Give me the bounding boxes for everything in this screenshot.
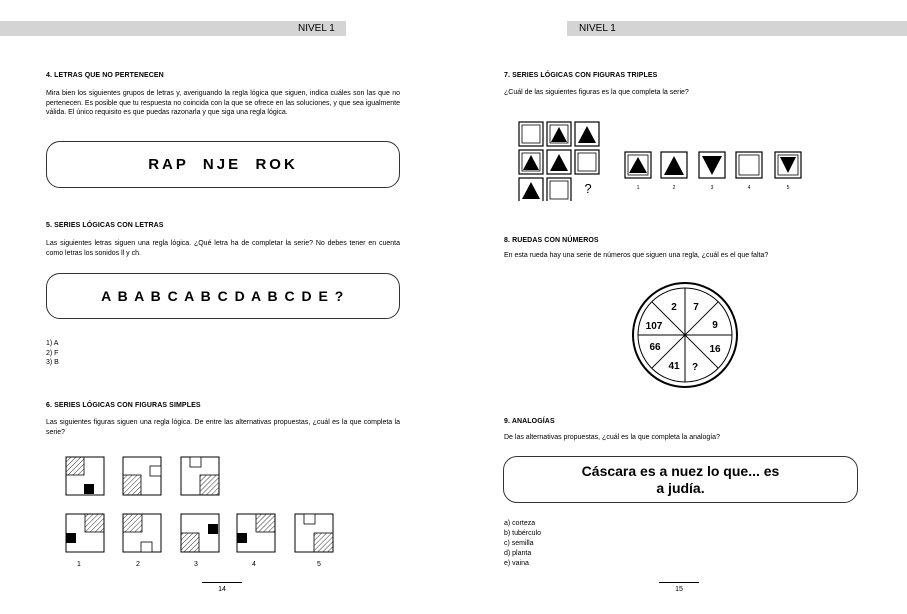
section-9-text: De las alternativas propuestas, ¿cuál es la que completa la analogía? <box>504 434 720 441</box>
section-5-options <box>46 339 59 368</box>
wheel-number: 41 <box>668 361 680 372</box>
option: c) semilla <box>504 540 534 547</box>
wheel-number: 66 <box>649 342 661 353</box>
option: 3) B <box>46 359 59 367</box>
section-9-options <box>504 519 541 569</box>
option: 2) F <box>46 349 59 357</box>
grid-cell-triangle <box>519 178 543 201</box>
level-header-right <box>567 21 907 36</box>
section-7-text: ¿Cuál de las siguientes figuras es la que completa la serie? <box>504 89 689 96</box>
section-4-text: Mira bien los siguientes grupos de letras y, averiguando la regla lógica que siguen, indica cuáles son las que no pertenecen. Es posible que tu respuesta no coincida con la que se ofrece en las soluciones, y que sea igualmente válida. El único requisito es que puedas razonarla y que siga una regla lógica. <box>46 90 400 117</box>
option: a) corteza <box>504 520 536 527</box>
page-number-left: 14 <box>202 582 242 593</box>
section-4-title: 4. LETRAS QUE NO PERTENECEN <box>46 72 164 79</box>
section-8-title: 8. RUEDAS CON NÚMEROS <box>504 237 599 244</box>
level-label: NIVEL 1 <box>298 23 335 34</box>
triple-option-5 <box>775 152 801 178</box>
alternative-figure-2 <box>123 514 161 552</box>
triple-option-label-1: 1 <box>636 185 640 191</box>
series-figure-3 <box>181 457 219 495</box>
option: e) vaina <box>504 560 529 567</box>
alternative-label-1: 1 <box>77 561 81 568</box>
alternative-label-2: 2 <box>136 561 140 568</box>
grid-cell-empty <box>575 150 599 174</box>
analogy-line-1: Cáscara es a nuez lo que... es <box>581 462 780 479</box>
series-box <box>46 273 400 319</box>
analogy-line-2: a judía. <box>656 479 705 496</box>
section-6-text: Las siguientes figuras siguen una regla lógica. De entre las alternativas propuestas, ¿cuál es la que completa la serie? <box>46 419 400 436</box>
triple-option-label-5: 5 <box>786 185 790 191</box>
page-number-right: 15 <box>659 582 699 593</box>
triple-option-3 <box>699 152 725 178</box>
triple-option-label-2: 2 <box>672 185 676 191</box>
wheel-number: 107 <box>645 321 663 332</box>
grid-cell-triangle <box>547 122 571 146</box>
grid-cell-triangle <box>547 150 571 174</box>
triple-figures-diagram <box>518 121 818 201</box>
alternative-label-3: 3 <box>194 561 198 568</box>
wheel-number: 7 <box>693 302 699 313</box>
series-figure-1 <box>66 457 104 495</box>
triple-option-4 <box>736 152 762 178</box>
alternative-figure-1 <box>66 514 104 552</box>
grid-cell-triangle <box>575 122 599 146</box>
option: d) planta <box>504 550 532 557</box>
simple-figures-diagram <box>55 448 355 573</box>
triple-option-1 <box>625 152 651 178</box>
left-page <box>0 0 453 614</box>
wheel-number: 16 <box>709 344 721 355</box>
grid-cell-empty <box>547 178 571 201</box>
alternative-label-4: 4 <box>252 561 256 568</box>
option: 1) A <box>46 340 59 347</box>
grid-cell-empty <box>519 122 543 146</box>
grid-question-mark: ? <box>584 181 592 196</box>
section-8-text: En esta rueda hay una serie de números que siguen una regla, ¿cuál es el que falta? <box>504 252 769 259</box>
alternative-figure-4 <box>237 514 275 552</box>
level-label: NIVEL 1 <box>579 23 616 34</box>
alternative-figure-5 <box>295 514 333 552</box>
section-5-text: Las siguientes letras siguen una regla lógica. ¿Qué letra ha de completar la serie? No debes tener en cuenta como letras los sonidos ll y ch. <box>46 240 400 257</box>
triple-option-label-4: 4 <box>747 185 751 191</box>
wheel-number: ? <box>691 362 699 373</box>
section-7-title: 7. SERIES LÓGICAS CON FIGURAS TRIPLES <box>504 72 658 79</box>
right-page <box>454 0 907 614</box>
section-5-title: 5. SERIES LÓGICAS CON LETRAS <box>46 222 164 229</box>
series-figure-2 <box>123 457 161 495</box>
triple-option-2 <box>661 152 687 178</box>
option: b) tubérculo <box>504 530 541 537</box>
analogy-box <box>503 456 858 503</box>
series-box-text: A B A B C A B C D A B C D E ? <box>101 288 345 304</box>
letters-box <box>46 141 400 188</box>
letters-box-text: RAP NJE ROK <box>148 156 298 173</box>
alternative-figure-3 <box>181 514 219 552</box>
section-9-title: 9. ANALOGÍAS <box>504 418 555 425</box>
wheel-number: 9 <box>712 320 718 331</box>
wheel-number: 2 <box>671 302 677 313</box>
triple-option-label-3: 3 <box>710 185 714 191</box>
level-header-left <box>0 21 346 36</box>
grid-cell-triangle <box>519 150 543 174</box>
section-6-title: 6. SERIES LÓGICAS CON FIGURAS SIMPLES <box>46 402 201 409</box>
alternative-label-5: 5 <box>317 561 321 568</box>
number-wheel <box>630 280 740 390</box>
